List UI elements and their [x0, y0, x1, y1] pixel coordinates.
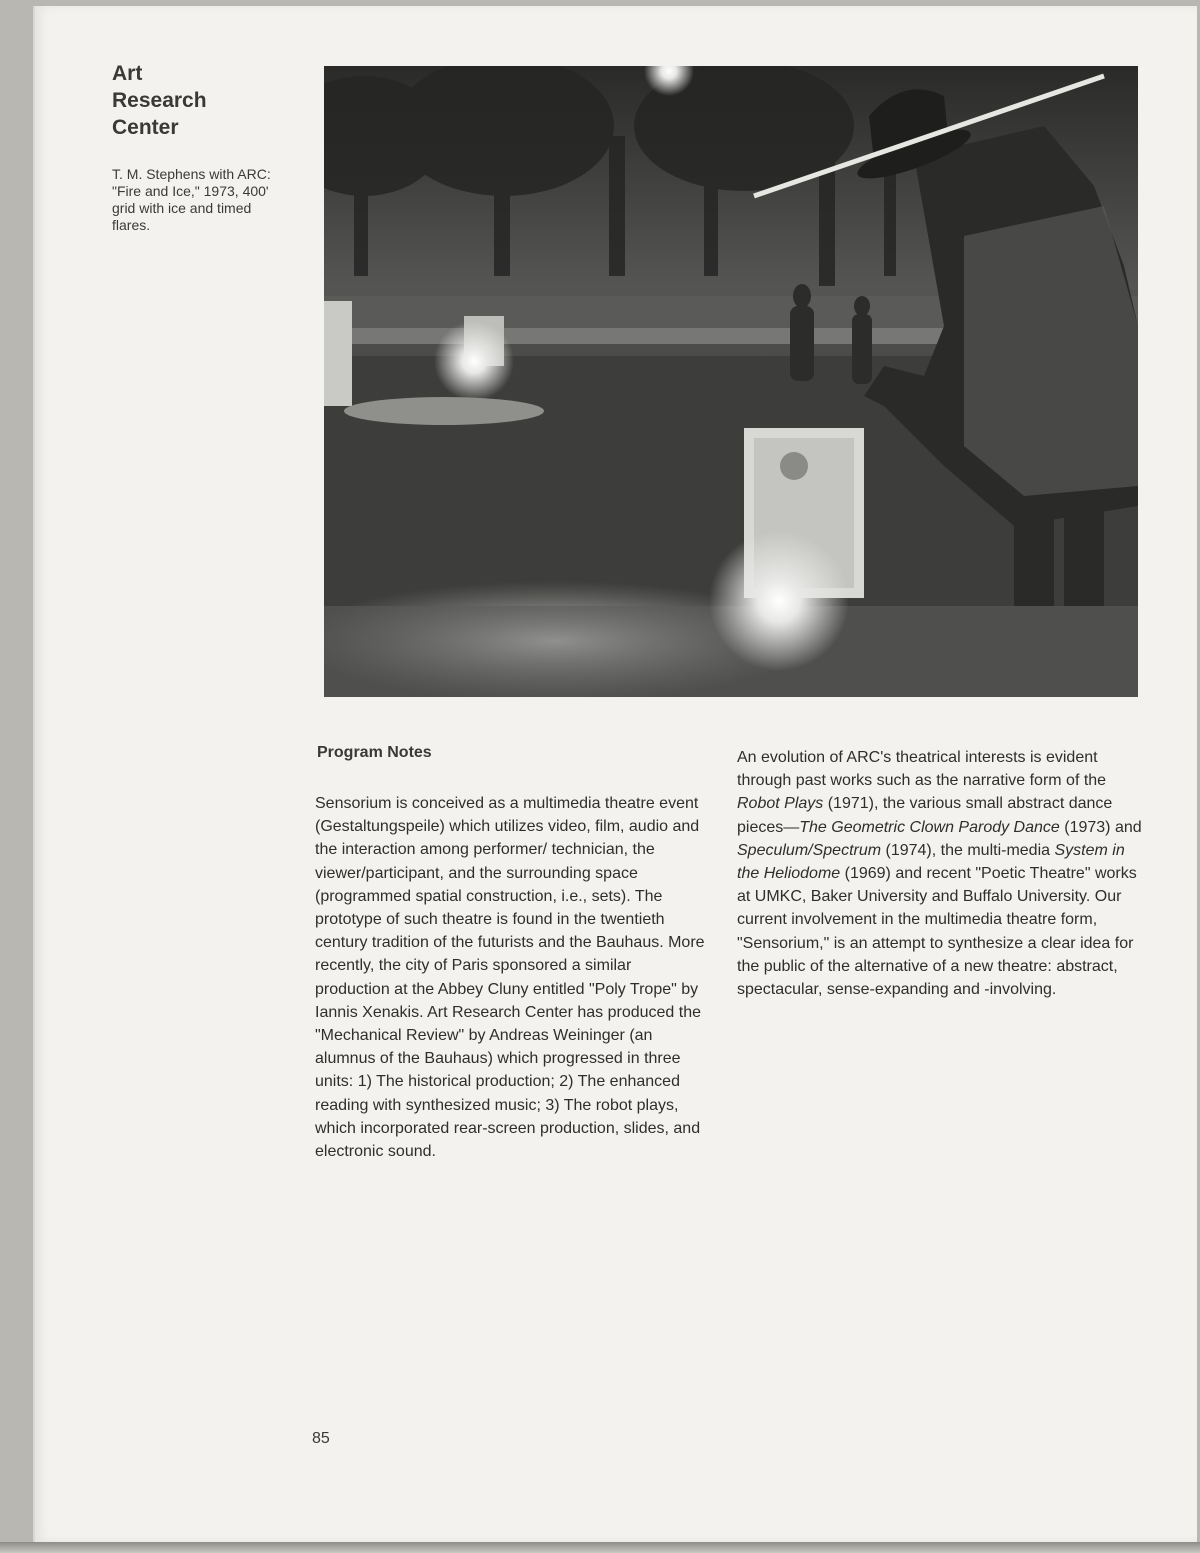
photo-illustration — [324, 66, 1138, 697]
photo-caption: T. M. Stephens with ARC: "Fire and Ice," 1973, 400' grid with ice and timed flares. — [112, 166, 271, 233]
work-title: Speculum/Spectrum — [737, 841, 882, 859]
text-run: (1971), the various small abstract dance pieces— — [737, 795, 1113, 836]
left-column-text: Sensorium is conceived as a multimedia theatre event (Gestaltungspeile) which utilizes video, film, audio and the interaction among performer/ technician, the viewer/participant, and the surrounding space (programmed spatial construction, i.e., sets). The prototype of such theatre is found in the twentieth century tradition of the futurists and the Bauhaus. More recently, the city of Paris sponsored a similar production at the Abbey Cluny entitled "Poly Trope" by Iannis Xenakis. Art Research Center has produced the "Mechanical Review" by Andreas Weininger (an alumnus of the Bauhaus) which progressed in three units: 1) The historical production; 2) The enhanced reading with synthesized music; 3) The robot plays, which incorporated rear-screen production, slides, and electronic sound. — [315, 795, 705, 1161]
right-column-text — [737, 746, 1142, 1001]
title-line: Center — [112, 116, 179, 139]
section-heading: Program Notes — [317, 744, 432, 761]
text-run: (1969) and recent "Poetic Theatre" works at UMKC, Baker University and Buffalo University. Our current involvement in the multimedia theatre form, "Sensorium," is an attempt to synthesize a clear idea for the public of the alternative of a new theatre: abstract, spectacular, sense-expanding and -involving. — [737, 865, 1137, 999]
page-edge-shadow — [0, 1542, 1200, 1553]
text-run: An evolution of ARC's theatrical interests is evident through past works such as the narrative form of the — [737, 749, 1107, 790]
work-title: System in the Heliodome — [737, 841, 1125, 883]
page-title — [112, 60, 207, 141]
right-column — [737, 746, 1142, 1001]
title-line: Research — [112, 89, 207, 112]
text-run: (1973) and — [1059, 818, 1142, 836]
title-line: Art — [112, 62, 143, 85]
fire-and-ice-photo — [324, 66, 1138, 697]
left-column — [315, 792, 705, 1163]
page-number: 85 — [312, 1430, 330, 1447]
work-title: Robot Plays — [737, 795, 824, 813]
text-run: (1974), the multi-media — [881, 841, 1055, 859]
work-title: The Geometric Clown Parody Dance — [799, 818, 1060, 836]
